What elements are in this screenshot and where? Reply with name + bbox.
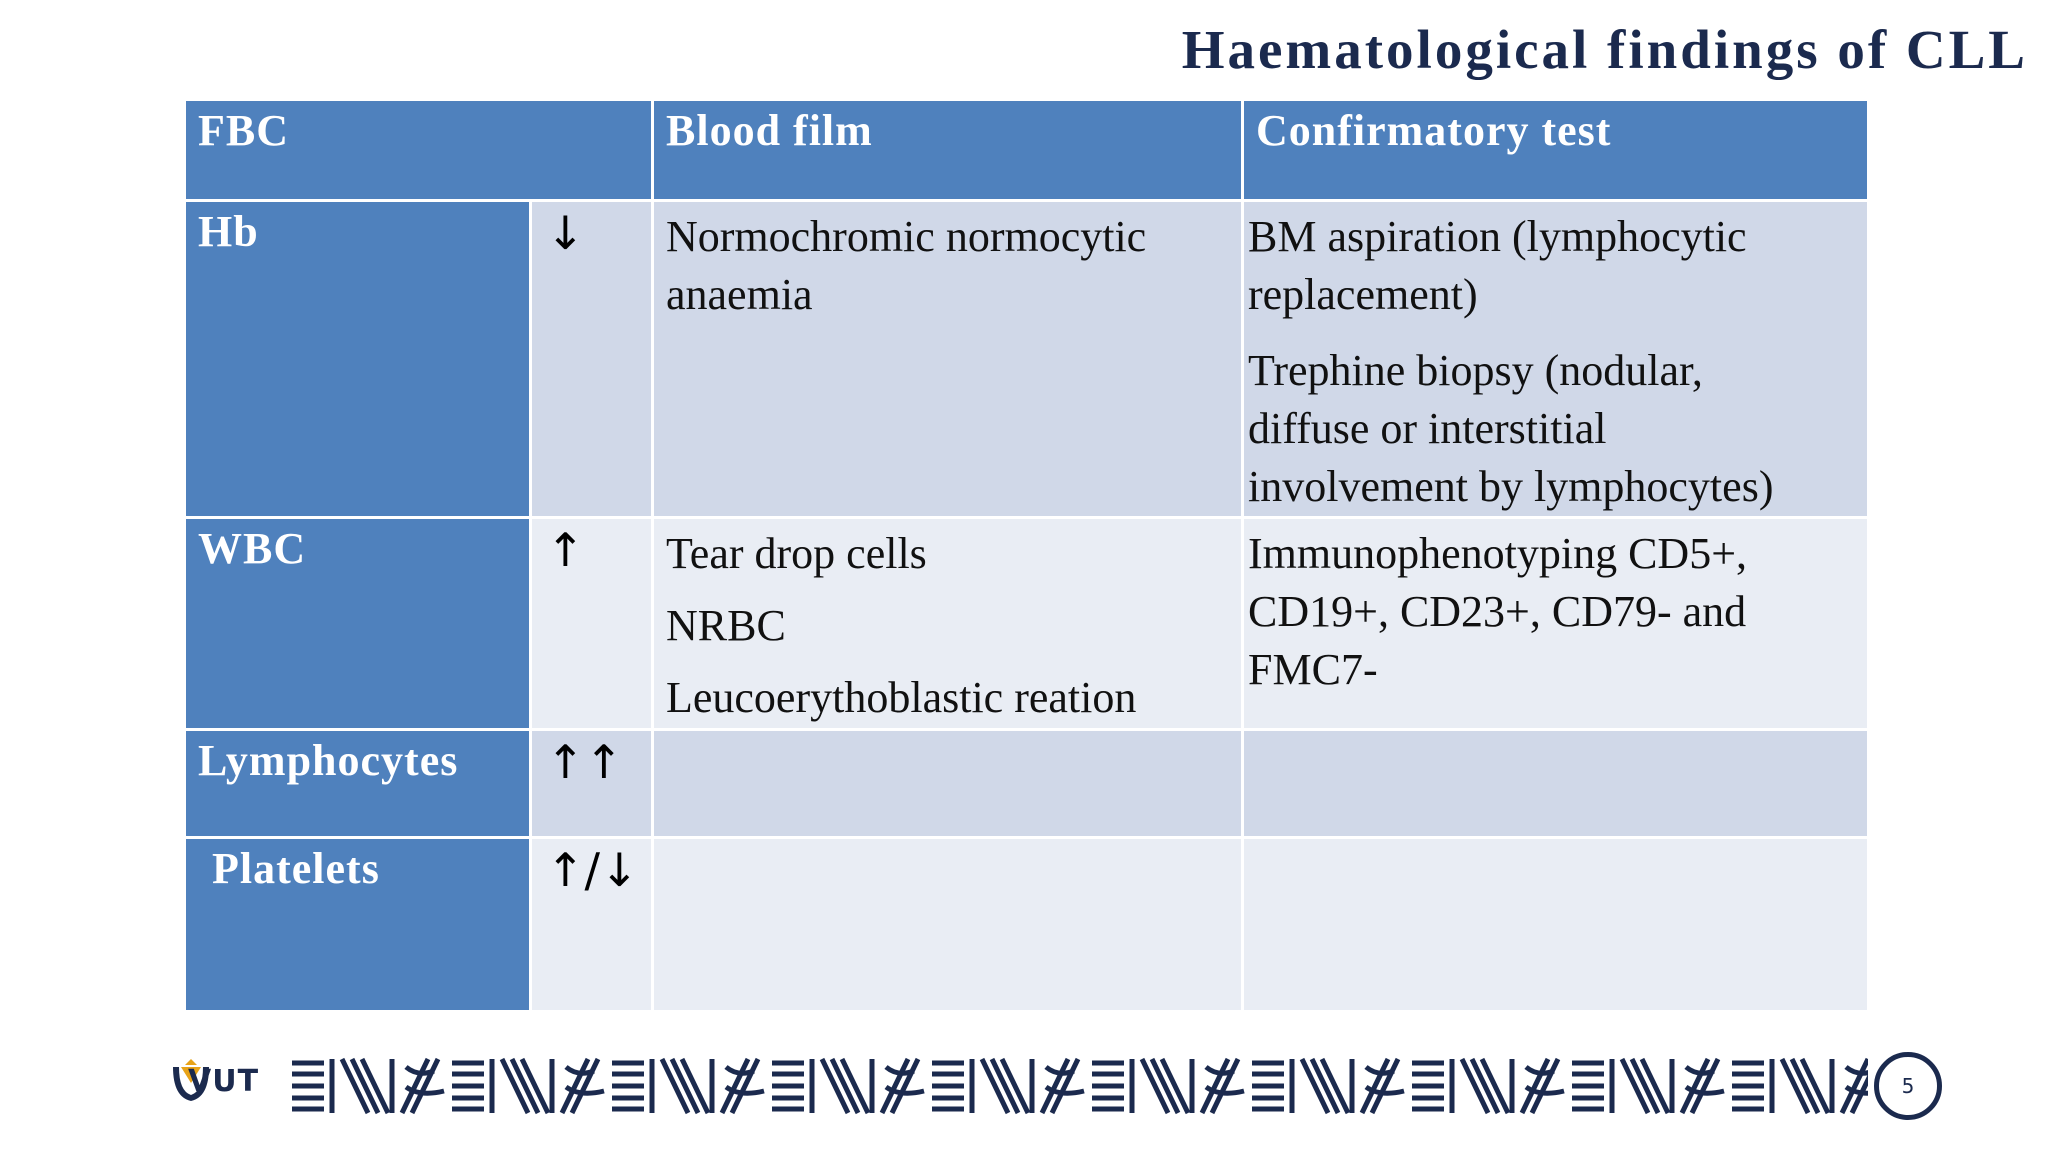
blood-film-line: NRBC: [666, 601, 786, 650]
blood-film-platelets: [653, 838, 1243, 1012]
header-confirmatory-test: Confirmatory test: [1243, 100, 1869, 201]
slide-title: Haematological findings of CLL: [1181, 19, 2028, 80]
confirmatory-hb: [1243, 201, 1869, 518]
confirmatory-line: Trephine biopsy (nodular,: [1248, 346, 1703, 395]
confirmatory-line: replacement): [1248, 270, 1478, 319]
blood-film-line: anaemia: [666, 270, 813, 319]
arrow-platelets: ↑/↓: [531, 838, 653, 1012]
confirmatory-lymphocytes: [1243, 730, 1869, 838]
confirmatory-line: involvement by lymphocytes): [1248, 462, 1774, 511]
blood-film-hb: [653, 201, 1243, 518]
arrow-lymphocytes: ↑↑: [531, 730, 653, 838]
confirmatory-line: diffuse or interstitial: [1248, 404, 1607, 453]
param-lymphocytes: Lymphocytes: [185, 730, 531, 838]
param-wbc: WBC: [185, 518, 531, 730]
param-platelets: Platelets: [185, 838, 531, 1012]
table-header-row: [185, 100, 1869, 201]
table-row-wbc: [185, 518, 1869, 730]
blood-film-line: Leucoerythoblastic reation: [666, 673, 1137, 722]
header-blood-film: Blood film: [653, 100, 1243, 201]
confirmatory-line: CD19+, CD23+, CD79- and: [1248, 587, 1747, 636]
table-row-lymphocytes: [185, 730, 1869, 838]
blood-film-wbc: [653, 518, 1243, 730]
blood-film-lymphocytes: [653, 730, 1243, 838]
blood-film-line: Normochromic normocytic: [666, 212, 1147, 261]
page-number: 5: [1874, 1052, 1942, 1120]
findings-table: [183, 98, 1870, 1013]
confirmatory-platelets: [1243, 838, 1869, 1012]
confirmatory-wbc: [1243, 518, 1869, 730]
confirmatory-line: Immunophenotyping CD5+,: [1248, 529, 1748, 578]
header-fbc: FBC: [185, 100, 653, 201]
confirmatory-line: BM aspiration (lymphocytic: [1248, 212, 1747, 261]
decorative-pattern-band: [288, 1057, 1868, 1115]
table-row-hb: [185, 201, 1869, 518]
confirmatory-line: FMC7-: [1248, 645, 1378, 694]
blood-film-line: Tear drop cells: [666, 529, 927, 578]
table-row-platelets: [185, 838, 1869, 1012]
arrow-wbc: ↑: [531, 518, 653, 730]
brand-name: VUT: [188, 1064, 260, 1099]
param-hb: Hb: [185, 201, 531, 518]
arrow-hb: ↓: [531, 201, 653, 518]
